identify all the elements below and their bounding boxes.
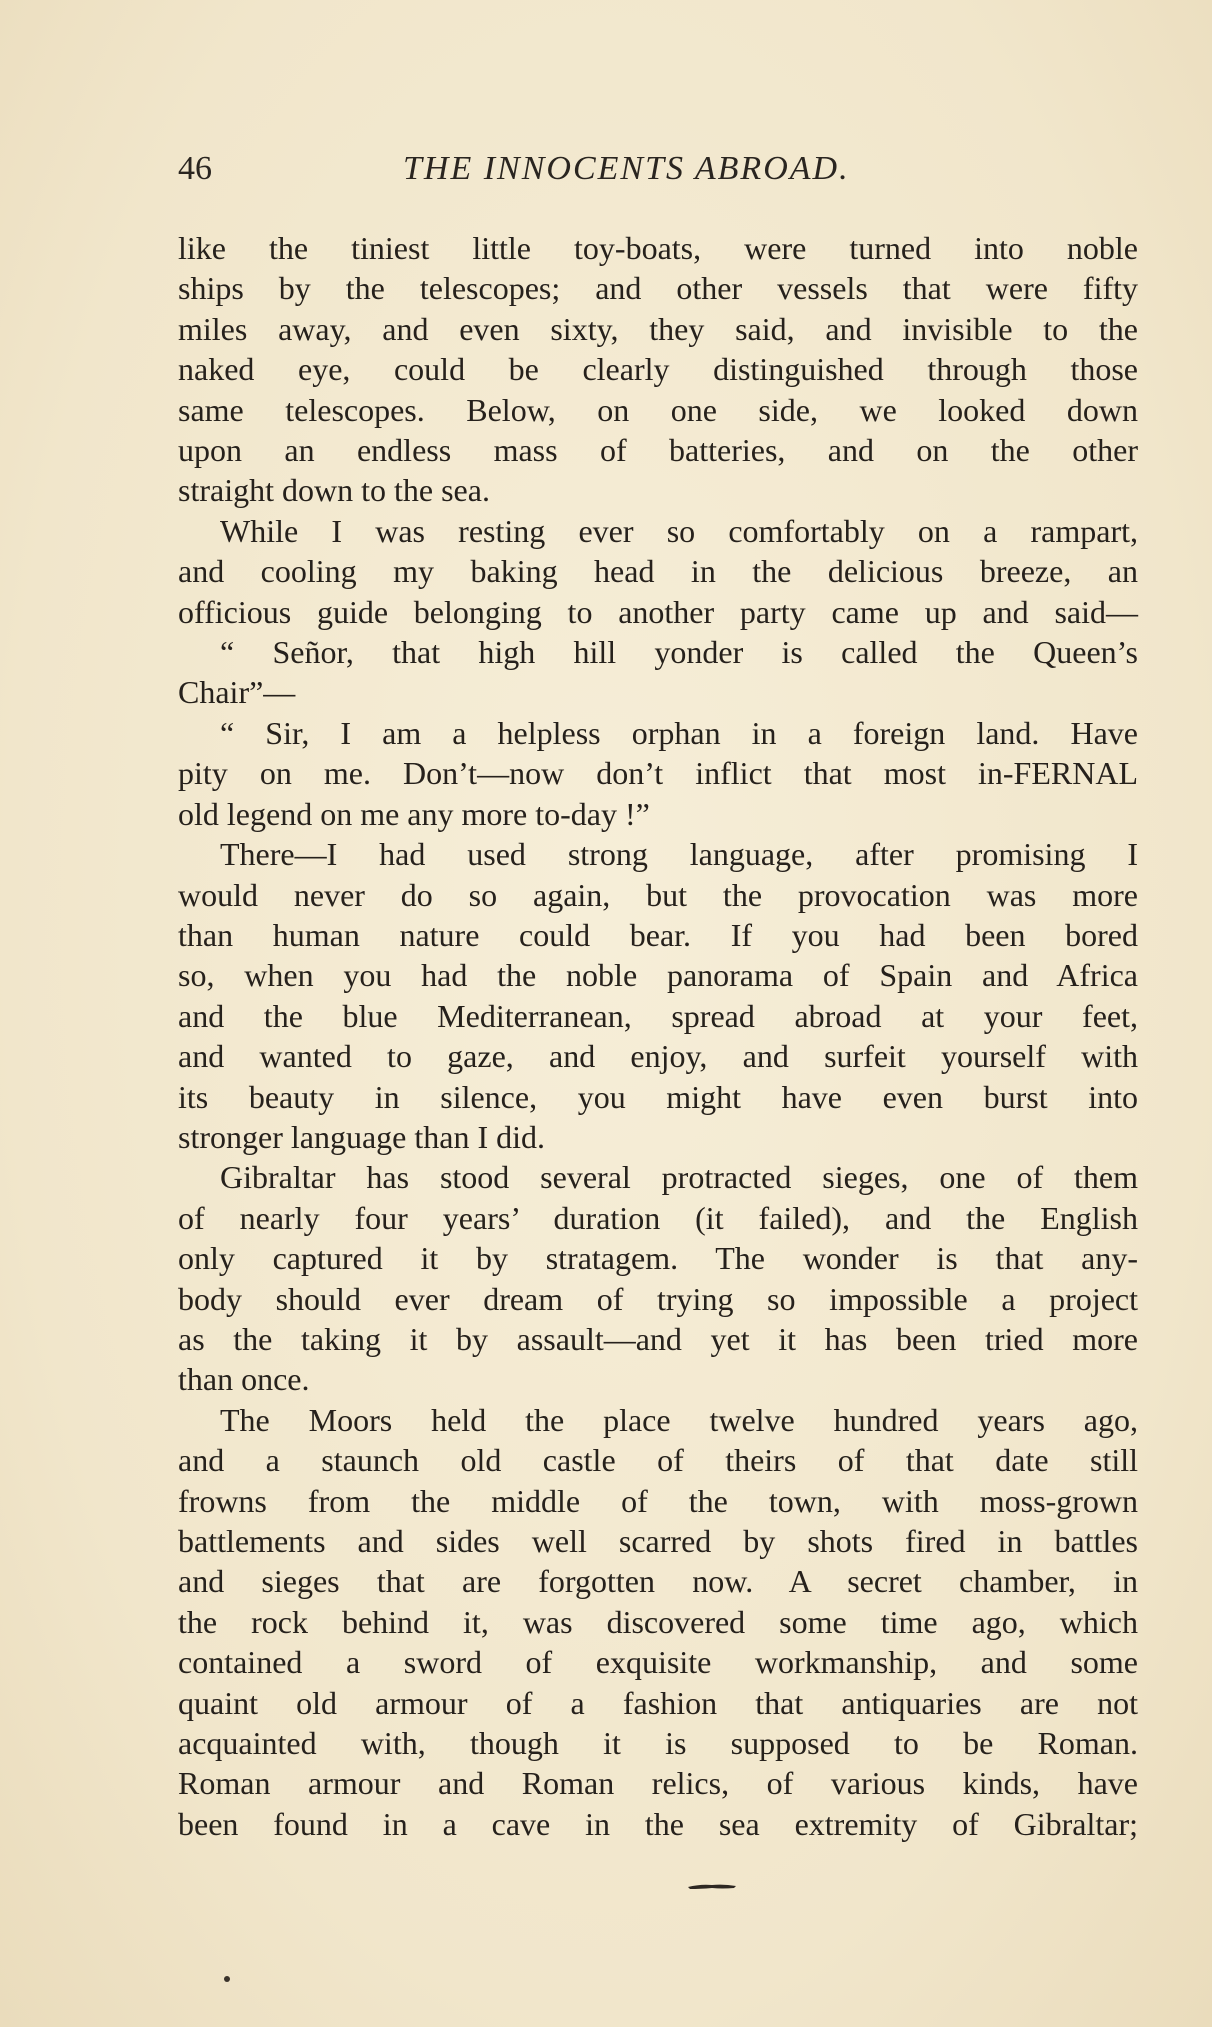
text-line: and the blue Mediterranean, spread abroad at your feet,: [178, 997, 1138, 1034]
text-line: ships by the telescopes; and other vessels that were fifty: [178, 270, 1138, 307]
text-line: officious guide belonging to another party came up and said—: [178, 593, 1138, 630]
text-line: of nearly four years’ duration (it failed), and the English: [178, 1199, 1138, 1236]
text-line: and sieges that are forgotten now. A secret chamber, in: [178, 1563, 1138, 1600]
text-line: and wanted to gaze, and enjoy, and surfeit yourself with: [178, 1038, 1138, 1075]
text-line: While I was resting ever so comfortably on a rampart,: [220, 512, 1138, 549]
text-line: acquainted with, though it is supposed to be Roman.: [178, 1725, 1138, 1762]
text-line: as the taking it by assault—and yet it has been tried more: [178, 1320, 1138, 1357]
text-line: pity on me. Don’t—now don’t inflict that most in-FERNAL: [178, 755, 1138, 792]
text-line: miles away, and even sixty, they said, and invisible to the: [178, 310, 1138, 347]
text-line: and a staunch old castle of theirs of that date still: [178, 1442, 1138, 1479]
text-line: like the tiniest little toy-boats, were turned into noble: [178, 230, 1138, 266]
text-line: contained a sword of exquisite workmanship, and some: [178, 1644, 1138, 1681]
text-line: battlements and sides well scarred by shots fired in battles: [178, 1523, 1138, 1559]
text-line: quaint old armour of a fashion that antiquaries are not: [178, 1684, 1138, 1721]
text-line: “ Sir, I am a helpless orphan in a foreign land. Have: [220, 714, 1138, 751]
text-line: and cooling my baking head in the delicious breeze, an: [178, 553, 1138, 590]
print-speck: [224, 1976, 230, 1982]
running-title: THE INNOCENTS ABROAD.: [403, 150, 850, 187]
text-line: same telescopes. Below, on one side, we looked down: [178, 391, 1138, 428]
page-number: 46: [178, 150, 212, 187]
text-line: body should ever dream of trying so impossible a project: [178, 1280, 1138, 1317]
text-line: frowns from the middle of the town, with moss-grown: [178, 1482, 1138, 1519]
text-line: old legend on me any more to-day !”: [178, 795, 650, 832]
text-line: Roman armour and Roman relics, of various kinds, have: [178, 1765, 1138, 1802]
text-line: stronger language than I did.: [178, 1118, 545, 1155]
text-line: upon an endless mass of batteries, and on the other: [178, 432, 1138, 469]
text-line: its beauty in silence, you might have even burst into: [178, 1078, 1138, 1115]
text-line: Gibraltar has stood several protracted sieges, one of them: [220, 1159, 1138, 1196]
text-line: would never do so again, but the provocation was more: [178, 876, 1138, 913]
text-line: than once.: [178, 1361, 310, 1398]
page-header: [178, 150, 1138, 200]
text-line: straight down to the sea.: [178, 472, 490, 509]
text-line: naked eye, could be clearly distinguished through those: [178, 351, 1138, 388]
text-line: “ Señor, that high hill yonder is called the Queen’s: [220, 634, 1138, 671]
text-line: only captured it by stratagem. The wonder is that any-: [178, 1240, 1138, 1277]
ornament-dash-icon: [688, 1882, 736, 1890]
text-line: than human nature could bear. If you had been bored: [178, 916, 1138, 953]
text-line: The Moors held the place twelve hundred years ago,: [220, 1401, 1138, 1438]
text-line: so, when you had the noble panorama of Spain and Africa: [178, 957, 1138, 994]
text-line: Chair”—: [178, 674, 296, 711]
text-line: There—I had used strong language, after promising I: [220, 836, 1138, 873]
text-line: been found in a cave in the sea extremity of Gibraltar;: [178, 1805, 1138, 1842]
text-line: the rock behind it, was discovered some time ago, which: [178, 1603, 1138, 1640]
body-text: [178, 228, 1138, 1844]
